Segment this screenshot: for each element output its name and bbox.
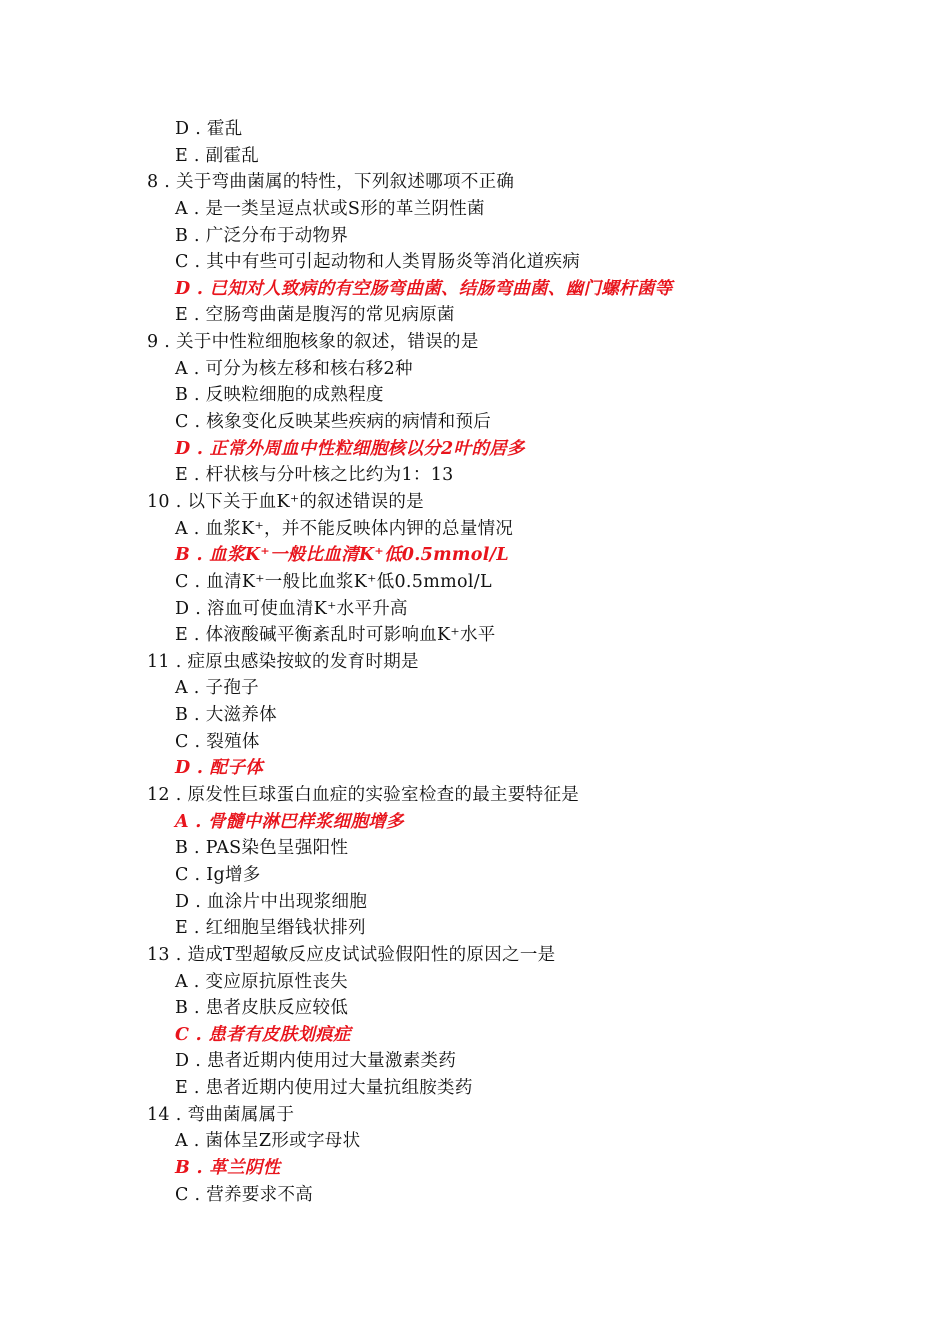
option-line: B . 反映粒细胞的成熟程度 — [175, 385, 384, 406]
option-line: D . 患者近期内使用过大量激素类药 — [175, 1051, 457, 1072]
option-line: A . 菌体呈Z形或字母状 — [175, 1131, 361, 1152]
question-14: 14 . 弯曲菌属属于 — [147, 1104, 295, 1125]
option-line: B . PAS染色呈强阳性 — [175, 838, 349, 859]
document-page — [0, 116, 950, 1208]
question-13: 13 . 造成T型超敏反应皮试试验假阳性的原因之一是 — [147, 944, 556, 965]
option-line: E . 红细胞呈缗钱状排列 — [175, 918, 366, 939]
option-line: D . 霍乱 — [175, 119, 243, 139]
option-line: E . 患者近期内使用过大量抗组胺类药 — [175, 1078, 473, 1099]
question-10: 10 . 以下关于血K⁺的叙述错误的是 — [147, 491, 424, 512]
option-line: E . 体液酸碱平衡紊乱时可影响血K⁺水平 — [175, 625, 496, 646]
option-line: A . 变应原抗原性丧失 — [175, 971, 348, 992]
option-line: C . 血清K⁺一般比血浆K⁺低0.5mmol/L — [175, 571, 492, 592]
correct-answer: D . 已知对人致病的有空肠弯曲菌、结肠弯曲菌、幽门螺杆菌等 — [175, 278, 673, 299]
option-line: A . 可分为核左移和核右移2种 — [175, 358, 413, 379]
correct-answer: B . 血浆K⁺一般比血清K⁺低0.5mmol/L — [175, 545, 509, 566]
question-12: 12 . 原发性巨球蛋白血症的实验室检查的最主要特征是 — [147, 785, 580, 806]
option-line: D . 溶血可使血清K⁺水平升高 — [175, 598, 408, 619]
option-line: C . 裂殖体 — [175, 731, 260, 752]
correct-answer: D . 配子体 — [175, 758, 264, 779]
option-line: C . 其中有些可引起动物和人类胃肠炎等消化道疾病 — [175, 252, 581, 273]
option-line: B . 大滋养体 — [175, 705, 277, 726]
option-line: E . 空肠弯曲菌是腹泻的常见病原菌 — [175, 305, 455, 326]
question-9: 9 . 关于中性粒细胞核象的叙述，错误的是 — [147, 332, 479, 353]
option-line: A . 血浆K⁺，并不能反映体内钾的总量情况 — [175, 518, 514, 539]
option-line: A . 是一类呈逗点状或S形的革兰阴性菌 — [175, 198, 485, 219]
question-8: 8 . 关于弯曲菌属的特性，下列叙述哪项不正确 — [147, 172, 515, 193]
option-line: C . 核象变化反映某些疾病的病情和预后 — [175, 412, 492, 433]
option-line: A . 子孢子 — [175, 678, 259, 699]
option-line: E . 杆状核与分叶核之比约为1：13 — [175, 465, 454, 486]
option-line: B . 患者皮肤反应较低 — [175, 998, 349, 1019]
correct-answer: A . 骨髓中淋巴样浆细胞增多 — [175, 811, 404, 832]
correct-answer: D . 正常外周血中性粒细胞核以分2叶的居多 — [175, 438, 525, 459]
option-line: C . Ig增多 — [175, 864, 261, 885]
correct-answer: C . 患者有皮肤划痕症 — [175, 1024, 351, 1045]
option-line: E . 副霍乱 — [175, 145, 260, 166]
question-11: 11 . 症原虫感染按蚊的发育时期是 — [147, 651, 419, 672]
correct-answer: B . 革兰阴性 — [175, 1157, 281, 1178]
option-line: D . 血涂片中出现浆细胞 — [175, 891, 368, 912]
option-line: B . 广泛分布于动物界 — [175, 225, 349, 246]
option-line: C . 营养要求不高 — [175, 1184, 314, 1205]
